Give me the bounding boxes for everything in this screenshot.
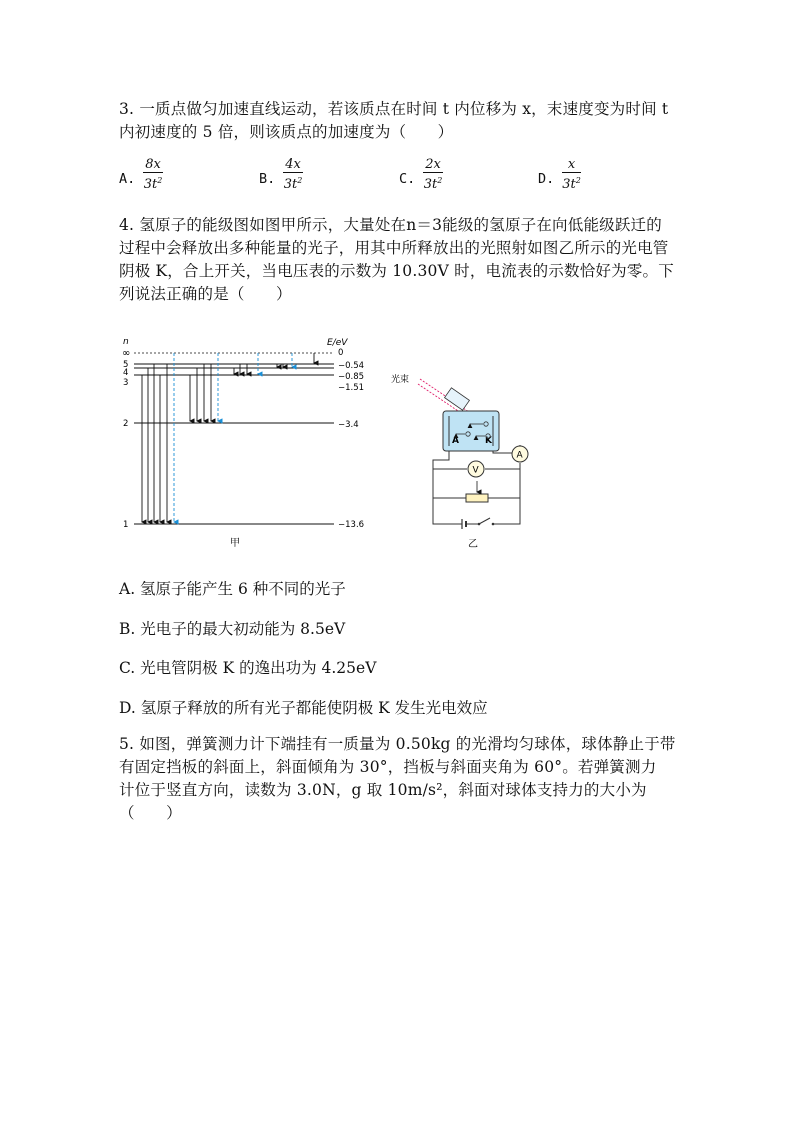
question-5: [119, 733, 689, 825]
q5-line2: 有固定挡板的斜面上，斜面倾角为 30°，挡板与斜面夹角为 60°。若弹簧测力: [119, 758, 657, 776]
q3-options: [119, 158, 679, 198]
switch-icon: [479, 518, 490, 524]
q5-line1: 5. 如图，弹簧测力计下端挂有一质量为 0.50kg 的光滑均匀球体，球体静止于带: [119, 735, 676, 753]
level-n-4: 4: [123, 368, 129, 378]
level-e-2: −3.4: [338, 420, 359, 430]
fraction: [143, 158, 163, 191]
level-n-3: 3: [123, 378, 129, 388]
anode-label: A: [452, 436, 459, 446]
question-4: [119, 214, 679, 306]
q3-option-a[interactable]: [119, 158, 163, 191]
ammeter-label: A: [516, 450, 523, 461]
fraction-numerator: 2x: [425, 157, 441, 172]
q4-line1: 4. 氢原子的能级图如图甲所示，大量处在n＝3能级的氢原子在向低能级跃迁的: [119, 216, 662, 234]
q3-option-b[interactable]: [259, 158, 303, 191]
wire-left: [433, 451, 462, 524]
q3-option-d[interactable]: [538, 158, 581, 191]
voltmeter-label: V: [472, 465, 479, 476]
q5-line3: 计位于竖直方向，读数为 3.0N，g 取 10m/s²，斜面对球体支持力的大小为（ ）: [119, 781, 647, 822]
fraction: [562, 158, 581, 191]
q4-choice-b[interactable]: B. 光电子的最大初动能为 8.5eV: [119, 620, 346, 638]
q4-figures: [112, 333, 532, 558]
level-n-5: 5: [123, 360, 129, 370]
energy-axis-label: E/eV: [327, 338, 348, 348]
fraction-denominator: $3t^2$: [143, 176, 163, 192]
fraction-denominator: $3t^2$: [423, 176, 443, 192]
switch-contact-right: [492, 523, 495, 526]
q4-line3: 阴极 K，合上开关，当电压表的示数为 10.30V 时，电流表的示数恰好为零。下: [119, 262, 674, 280]
level-e-1: −13.6: [338, 520, 365, 530]
cathode-label: K: [485, 436, 492, 446]
level-n-1: 1: [123, 520, 129, 530]
beam-label: 光束: [391, 375, 410, 385]
q4-line4: 列说法正确的是（ ）: [119, 285, 292, 303]
fraction: [423, 158, 443, 191]
fraction-denominator: $3t^2$: [562, 176, 581, 192]
level-e-inf: 0: [338, 348, 344, 358]
level-e-5: −0.54: [338, 361, 365, 371]
q3-line2: 内初速度的 5 倍，则该质点的加速度为（ ）: [119, 123, 454, 141]
energy-level-diagram: [122, 337, 364, 549]
photoelectric-circuit: [391, 373, 528, 550]
q3-option-c[interactable]: [399, 158, 443, 191]
fraction-numerator: 8x: [145, 157, 161, 172]
question-3: [119, 98, 679, 144]
figure-caption-jia: 甲: [230, 538, 240, 549]
option-label: D.: [538, 171, 555, 187]
fraction-numerator: x: [567, 157, 576, 172]
rheostat-icon: [466, 494, 488, 502]
fraction-denominator: $3t^2$: [283, 176, 303, 192]
q3-line1: 3. 一质点做匀加速直线运动，若该质点在时间 t 内位移为 x，末速度变为时间 t: [119, 100, 669, 118]
wire-right: [494, 463, 520, 524]
figure-caption-yi: 乙: [468, 539, 478, 550]
q4-choice-a[interactable]: A. 氢原子能产生 6 种不同的光子: [119, 580, 346, 598]
level-e-4: −0.85: [338, 372, 365, 382]
level-e-3: −1.51: [338, 383, 365, 393]
option-label: C.: [399, 171, 416, 187]
fraction-numerator: 4x: [285, 157, 301, 172]
fraction: [283, 158, 303, 191]
level-n-inf: ∞: [122, 348, 131, 359]
q4-choice-c[interactable]: C. 光电管阴极 K 的逸出功为 4.25eV: [119, 659, 377, 677]
q4-line2: 过程中会释放出多种能量的光子，用其中所释放出的光照射如图乙所示的光电管: [119, 239, 669, 257]
level-n-2: 2: [123, 419, 129, 429]
tube-window: [445, 388, 470, 410]
n-axis-label: n: [123, 337, 129, 347]
option-label: A.: [119, 171, 136, 187]
q4-choice-d[interactable]: D. 氢原子释放的所有光子都能使阴极 K 发生光电效应: [119, 699, 488, 717]
option-label: B.: [259, 171, 276, 187]
